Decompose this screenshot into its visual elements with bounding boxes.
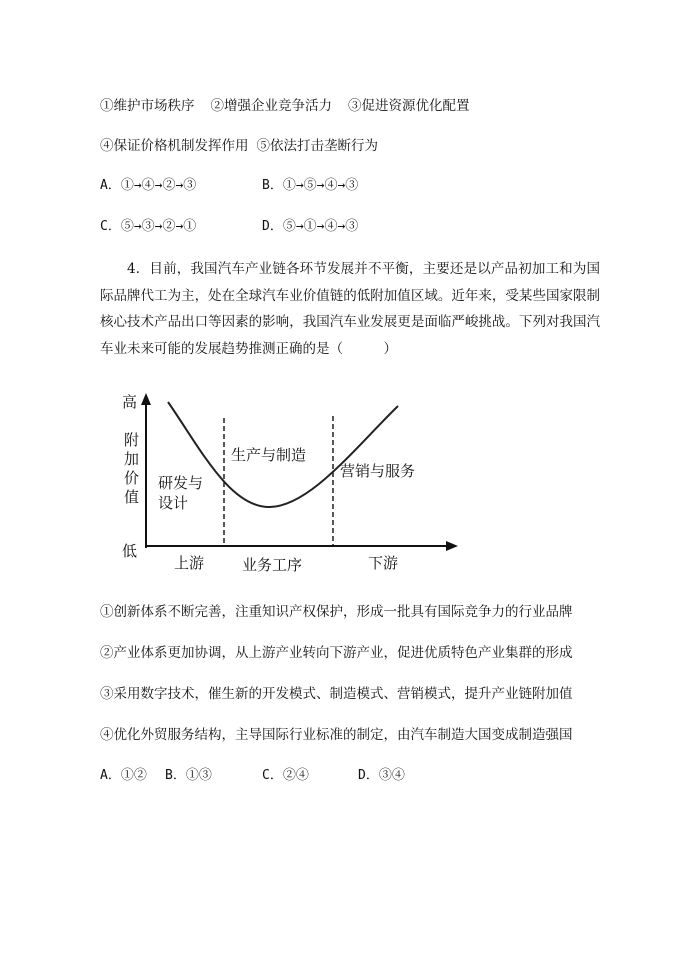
y-label-char-4: 值: [124, 488, 140, 506]
prev-option-c: [100, 217, 196, 237]
region-production: 生产与制造: [231, 446, 307, 464]
x-downstream-label: 下游: [368, 554, 399, 572]
prev-option-d-label: D．: [262, 219, 283, 234]
prev-option-a-label: A．: [100, 178, 121, 193]
answer-option-b: [165, 766, 212, 786]
statement-2: ②产业体系更加协调，从上游产业转向下游产业，促进优质特色产业集群的形成: [100, 645, 573, 661]
answer-option-a-label: A．: [100, 768, 121, 783]
answer-option-b-text: ①③: [185, 768, 212, 783]
x-axis-arrow: [446, 541, 458, 551]
statement-4: ④优化外贸服务结构，主导国际行业标准的制定，由汽车制造大国变成制造强国: [100, 727, 573, 743]
prev-items-line-1: [100, 96, 470, 116]
answer-option-a: [100, 766, 147, 786]
region-marketing-service: 营销与服务: [340, 462, 416, 480]
answer-option-d: [358, 766, 405, 786]
prev-option-b: [262, 176, 358, 196]
prev-option-d: [262, 217, 358, 237]
statement-1: ①创新体系不断完善，注重知识产权保护，形成一批具有国际竞争力的行业品牌: [100, 604, 573, 620]
prev-option-a-text: ①→④→②→③: [120, 178, 197, 193]
y-axis-arrow: [141, 393, 151, 405]
answer-option-d-text: ③④: [378, 768, 405, 783]
prev-item-4: ④保证价格机制发挥作用: [100, 138, 249, 154]
statement-3: ③采用数字技术，催生新的开发模式、制造模式、营销模式，提升产业链附加值: [100, 686, 573, 702]
prev-option-b-label: B．: [262, 178, 283, 193]
value-chain-diagram: [100, 388, 465, 578]
prev-option-d-text: ⑤→①→④→③: [282, 219, 359, 234]
prev-item-5: ⑤依法打击垄断行为: [256, 138, 378, 154]
prev-option-b-text: ①→⑤→④→③: [282, 178, 359, 193]
prev-option-a: [100, 176, 196, 196]
y-label-char-1: 附: [124, 431, 140, 449]
prev-option-c-label: C．: [100, 219, 121, 234]
y-low-label: 低: [122, 542, 138, 560]
answer-option-c-text: ②④: [282, 768, 309, 783]
y-label-char-2: 加: [124, 450, 140, 468]
answer-option-c: [262, 766, 309, 786]
region-rd-design-line1: 研发与: [158, 474, 204, 492]
x-upstream-label: 上游: [174, 554, 205, 572]
region-rd-design-line2: 设计: [158, 494, 189, 512]
prev-item-2: ②增强企业竞争活力: [210, 98, 332, 114]
y-label-char-3: 价: [124, 469, 140, 487]
answer-option-a-text: ①②: [120, 768, 147, 783]
question-4-stem: 4．目前，我国汽车产业链各环节发展并不平衡，主要还是以产品初加工和为国际品牌代工为主，处在全球汽车业价值链的低附加值区域。近年来，受某些国家限制核心技术产品出口等因素的影响，我国汽车业发展更是面临严峻挑战。下列对我国汽车业未来可能的发展趋势推测正确的是（ ）: [100, 261, 600, 357]
prev-option-c-text: ⑤→③→②→①: [120, 219, 197, 234]
y-high-label: 高: [122, 393, 138, 411]
prev-item-1: ①维护市场秩序: [100, 98, 195, 114]
answer-option-b-label: B．: [165, 768, 186, 783]
prev-item-3: ③促进资源优化配置: [348, 98, 470, 114]
answer-option-d-label: D．: [358, 768, 379, 783]
answer-option-c-label: C．: [262, 768, 283, 783]
prev-items-line-2: [100, 136, 378, 156]
x-process-label: 业务工序: [242, 556, 303, 574]
